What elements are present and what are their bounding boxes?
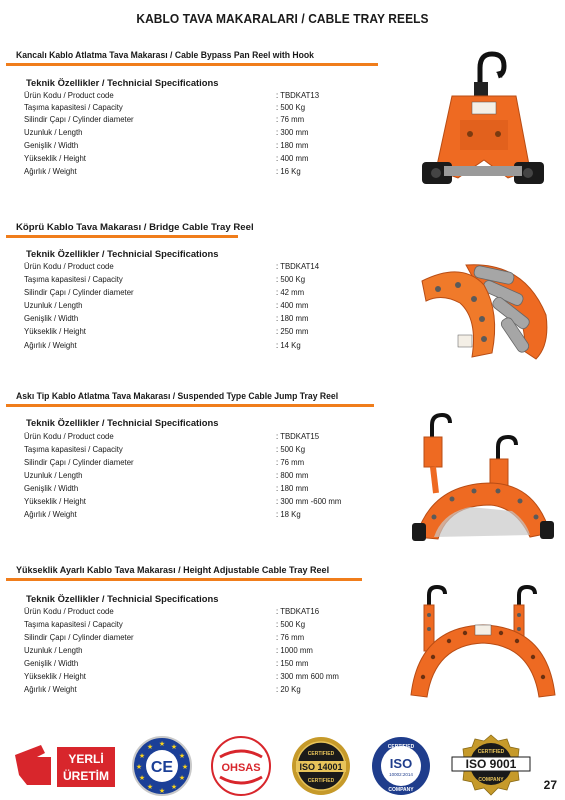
- spec-label: Uzunluk / Length: [24, 301, 83, 310]
- ce-mark-badge: [131, 735, 193, 797]
- yerli-line2-text: ÜRETİM: [63, 769, 109, 783]
- spec-value: : 180 mm: [276, 484, 309, 493]
- spec-value: : 76 mm: [276, 115, 305, 124]
- svg-text:★: ★: [138, 774, 146, 782]
- spec-value: : TBDKAT14: [276, 262, 320, 271]
- spec-heading: Teknik Özellikler / Technicial Specifications: [26, 417, 219, 428]
- spec-value: : 42 mm: [276, 288, 305, 297]
- bridge-reel-image: [412, 255, 556, 365]
- yerli-uretim-badge: [11, 741, 119, 793]
- iso-14001-badge: [290, 735, 352, 797]
- spec-label: Taşıma kapasitesi / Capacity: [24, 445, 123, 454]
- spec-value: : TBDKAT13: [276, 91, 320, 100]
- section-divider: [6, 235, 238, 238]
- section-divider: [6, 404, 374, 407]
- section-title: Askı Tip Kablo Atlatma Tava Makarası / Suspended Type Cable Jump Tray Reel: [16, 391, 339, 402]
- spec-value: : 180 mm: [276, 141, 309, 150]
- spec-value: : 800 mm: [276, 471, 309, 480]
- spec-label: Silindir Çapı / Cylinder diameter: [24, 115, 134, 124]
- height-adjustable-reel-image: [407, 585, 559, 703]
- svg-text:★: ★: [158, 740, 166, 748]
- svg-text:★: ★: [170, 783, 178, 791]
- svg-text:★: ★: [181, 763, 189, 771]
- svg-text:★: ★: [170, 743, 178, 751]
- section-title: Yükseklik Ayarlı Kablo Tava Makarası / Height Adjustable Cable Tray Reel: [16, 565, 330, 576]
- spec-heading: Teknik Özellikler / Technicial Specifications: [26, 248, 219, 259]
- cable-bypass-reel-image: [418, 50, 546, 196]
- spec-value: : 300 mm -600 mm: [276, 497, 342, 506]
- spec-label: Silindir Çapı / Cylinder diameter: [24, 458, 134, 467]
- spec-value: : 20 Kg: [276, 685, 301, 694]
- iso-certified-company-badge: [370, 735, 432, 797]
- svg-text:★: ★: [178, 774, 186, 782]
- spec-value: : 180 mm: [276, 314, 309, 323]
- spec-value: : 76 mm: [276, 633, 305, 642]
- spec-value: : 150 mm: [276, 659, 309, 668]
- spec-label: Ağırlık / Weight: [24, 167, 77, 176]
- section-divider: [6, 578, 362, 581]
- spec-label: Ağırlık / Weight: [24, 341, 77, 350]
- iso14001-bottom-text: CERTIFIED: [307, 778, 335, 784]
- svg-text:★: ★: [146, 783, 154, 791]
- spec-value: : 500 Kg: [276, 275, 306, 284]
- spec-label: Yükseklik / Height: [24, 672, 86, 681]
- spec-label: Genişlik / Width: [24, 659, 79, 668]
- iso-company-top-text: CERTIFIED: [387, 744, 415, 750]
- spec-label: Genişlik / Width: [24, 314, 79, 323]
- spec-value: : 16 Kg: [276, 167, 301, 176]
- spec-value: : TBDKAT16: [276, 607, 320, 616]
- iso-company-label: ISO: [389, 756, 413, 771]
- spec-value: : 76 mm: [276, 458, 305, 467]
- iso-9001-badge: [450, 733, 532, 797]
- spec-label: Uzunluk / Length: [24, 128, 83, 137]
- svg-text:★: ★: [178, 752, 186, 760]
- iso14001-top-text: CERTIFIED: [307, 751, 335, 757]
- suspended-reel-image: [412, 413, 556, 543]
- spec-value: : TBDKAT15: [276, 432, 320, 441]
- spec-label: Ürün Kodu / Product code: [24, 607, 114, 616]
- iso-company-bottom-text: COMPANY: [388, 787, 414, 793]
- spec-label: Genişlik / Width: [24, 141, 79, 150]
- spec-label: Ağırlık / Weight: [24, 510, 77, 519]
- spec-label: Ürün Kodu / Product code: [24, 91, 114, 100]
- spec-value: : 400 mm: [276, 301, 309, 310]
- iso-company-sub-text: 10002:2014: [389, 772, 413, 777]
- spec-label: Yükseklik / Height: [24, 327, 86, 336]
- ce-mark-text: CE: [150, 759, 174, 776]
- spec-value: : 500 Kg: [276, 620, 306, 629]
- section-title: Kancalı Kablo Atlatma Tava Makarası / Cable Bypass Pan Reel with Hook: [16, 50, 314, 61]
- spec-value: : 500 Kg: [276, 103, 306, 112]
- spec-label: Taşıma kapasitesi / Capacity: [24, 620, 123, 629]
- iso9001-main-text: ISO 9001: [465, 757, 517, 771]
- spec-label: Ürün Kodu / Product code: [24, 262, 114, 271]
- section-title: Köprü Kablo Tava Makarası / Bridge Cable Tray Reel: [16, 222, 254, 233]
- spec-value: : 300 mm: [276, 128, 309, 137]
- spec-heading: Teknik Özellikler / Technicial Specifications: [26, 77, 219, 88]
- spec-heading: Teknik Özellikler / Technicial Specifications: [26, 593, 219, 604]
- iso9001-bottom-text: COMPANY: [478, 777, 504, 783]
- spec-label: Taşıma kapasitesi / Capacity: [24, 275, 123, 284]
- spec-label: Uzunluk / Length: [24, 646, 83, 655]
- certification-badges: [0, 733, 565, 800]
- spec-label: Yükseklik / Height: [24, 497, 86, 506]
- iso9001-top-text: CERTIFIED: [477, 749, 505, 755]
- spec-value: : 14 Kg: [276, 341, 301, 350]
- spec-value: : 1000 mm: [276, 646, 313, 655]
- svg-text:★: ★: [146, 743, 154, 751]
- section-divider: [6, 63, 378, 66]
- spec-label: Genişlik / Width: [24, 484, 79, 493]
- svg-text:★: ★: [158, 787, 166, 795]
- spec-value: : 500 Kg: [276, 445, 306, 454]
- spec-label: Ağırlık / Weight: [24, 685, 77, 694]
- page-number: 27: [543, 778, 557, 792]
- ohsas-text: OHSAS: [221, 762, 261, 774]
- spec-label: Silindir Çapı / Cylinder diameter: [24, 633, 134, 642]
- spec-value: : 18 Kg: [276, 510, 301, 519]
- spec-label: Uzunluk / Length: [24, 471, 83, 480]
- spec-label: Ürün Kodu / Product code: [24, 432, 114, 441]
- iso14001-main-text: ISO 14001: [299, 762, 343, 772]
- ohsas-badge: [210, 735, 272, 797]
- spec-value: : 250 mm: [276, 327, 309, 336]
- yerli-line1-text: YERLİ: [68, 752, 104, 766]
- page-title: KABLO TAVA MAKARALARI / CABLE TRAY REELS: [136, 11, 429, 26]
- spec-value: : 400 mm: [276, 154, 309, 163]
- spec-value: : 300 mm 600 mm: [276, 672, 339, 681]
- svg-text:★: ★: [135, 763, 143, 771]
- spec-label: Yükseklik / Height: [24, 154, 86, 163]
- spec-label: Taşıma kapasitesi / Capacity: [24, 103, 123, 112]
- spec-label: Silindir Çapı / Cylinder diameter: [24, 288, 134, 297]
- svg-text:★: ★: [138, 752, 146, 760]
